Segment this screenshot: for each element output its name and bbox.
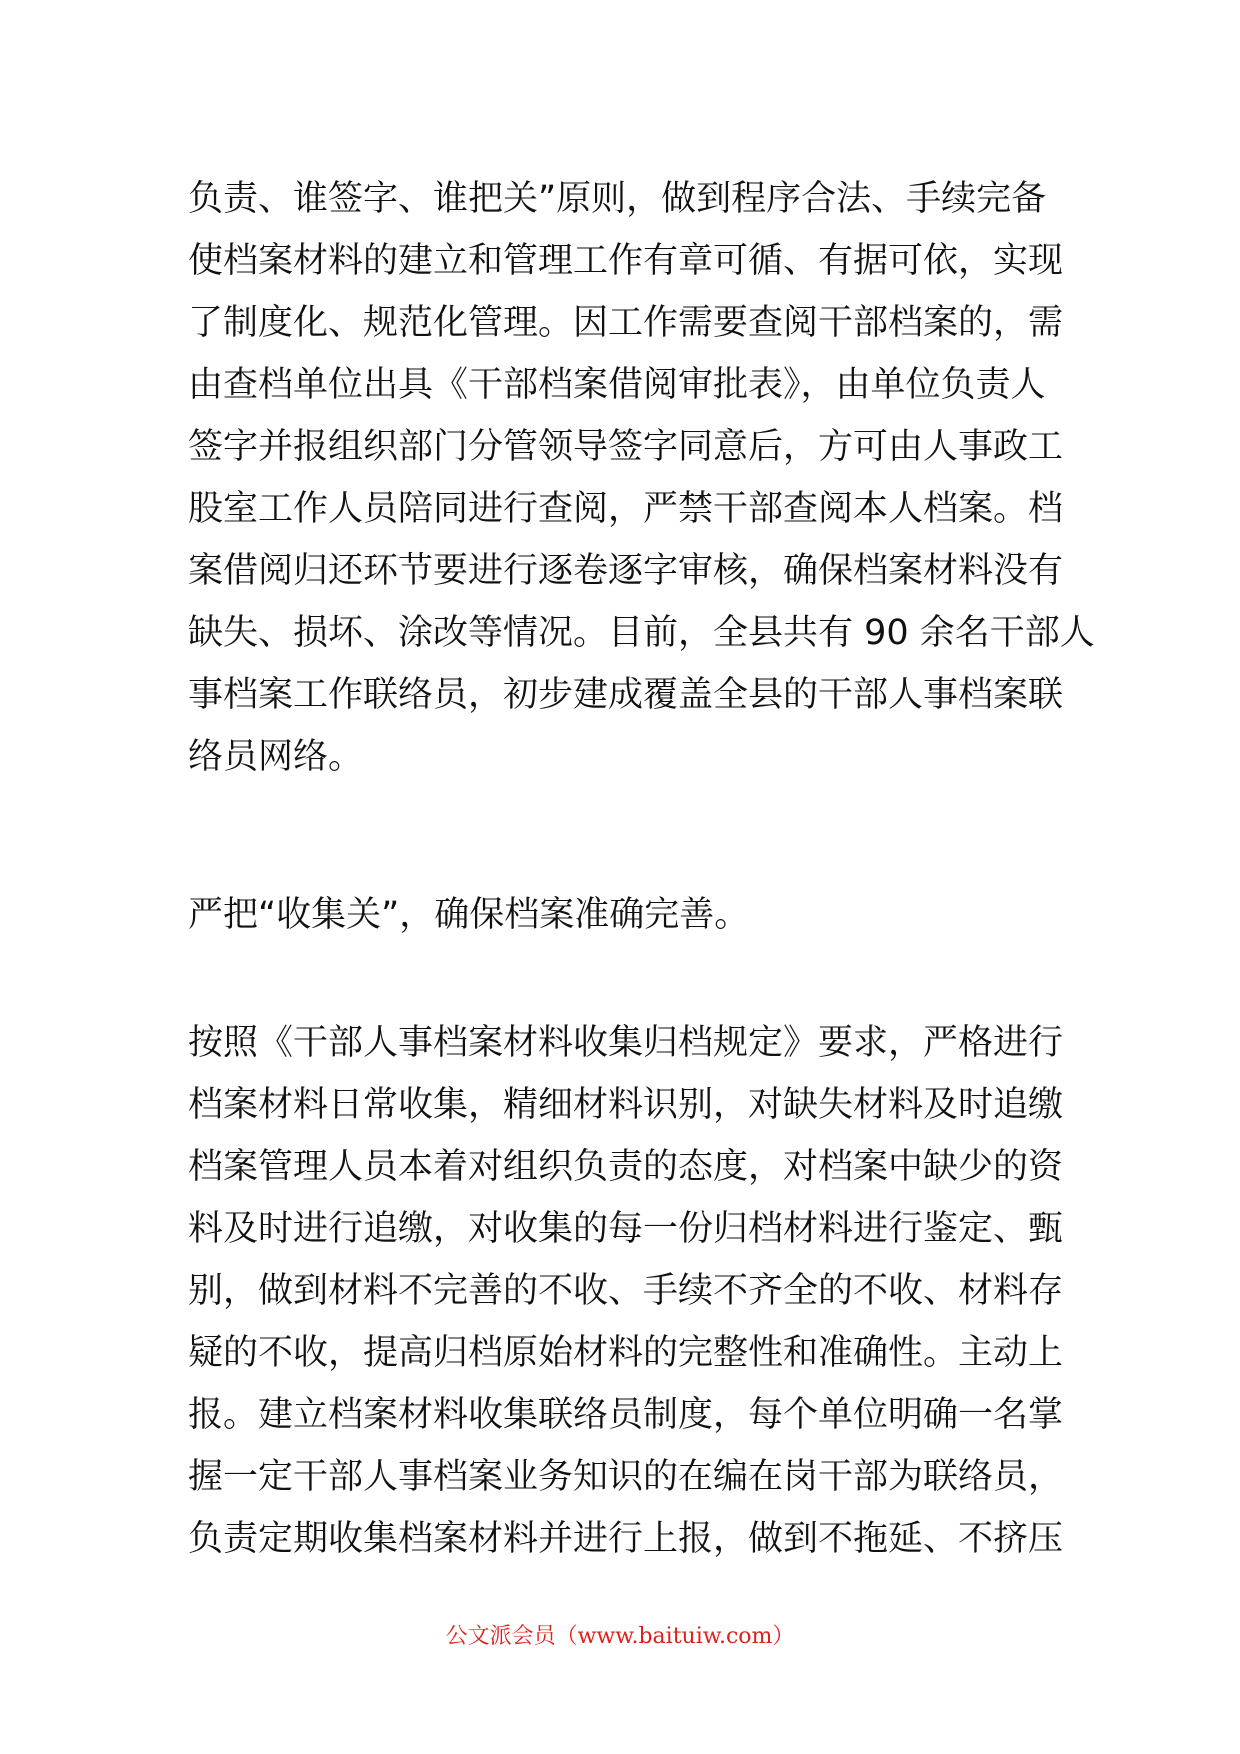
text-line: 股室工作人员陪同进行查阅，严禁干部查阅本人档案。档 xyxy=(188,489,1064,529)
text-line: 案借阅归还环节要进行逐卷逐字审核，确保档案材料没有 xyxy=(188,551,1064,591)
text-line: 档案管理人员本着对组织负责的态度，对档案中缺少的资 xyxy=(188,1147,1064,1187)
text-line: 报。建立档案材料收集联络员制度，每个单位明确一名掌 xyxy=(188,1395,1064,1435)
text-line: 档案材料日常收集，精细材料识别，对缺失材料及时追缴 xyxy=(188,1085,1064,1125)
text-line: 缺失、损坏、涂改等情况。目前，全县共有 90 余名干部人 xyxy=(188,613,1095,653)
body-paragraph xyxy=(188,1012,1064,1570)
text-line: 使档案材料的建立和管理工作有章可循、有据可依，实现 xyxy=(188,241,1064,281)
text-line: 负责、谁签字、谁把关”原则，做到程序合法、手续完备 xyxy=(188,179,1047,219)
body-paragraph xyxy=(188,168,1095,788)
text-line: 事档案工作联络员，初步建成覆盖全县的干部人事档案联 xyxy=(188,675,1064,715)
section-heading xyxy=(188,884,1058,946)
text-line: 握一定干部人事档案业务知识的在编在岗干部为联络员， xyxy=(188,1457,1064,1497)
text-line: 由查档单位出具《干部档案借阅审批表》，由单位负责人 xyxy=(188,365,1046,405)
text-line: 料及时进行追缴，对收集的每一份归档材料进行鉴定、甄 xyxy=(188,1209,1064,1249)
text-line: 负责定期收集档案材料并进行上报，做到不拖延、不挤压 xyxy=(188,1519,1064,1559)
text-line: 签字并报组织部门分管领导签字同意后，方可由人事政工 xyxy=(188,427,1064,467)
text-line: 按照《干部人事档案材料收集归档规定》要求，严格进行 xyxy=(188,1023,1064,1063)
footer-watermark: 公文派会员（www.baituiw.com） xyxy=(445,1624,795,1649)
text-line: 别，做到材料不完善的不收、手续不齐全的不收、材料存 xyxy=(188,1271,1064,1311)
text-line: 络员网络。 xyxy=(188,737,364,777)
text-line: 了制度化、规范化管理。因工作需要查阅干部档案的，需 xyxy=(188,303,1064,343)
text-line: 疑的不收，提高归档原始材料的完整性和准确性。主动上 xyxy=(188,1333,1064,1373)
heading-text: 严把“收集关”，确保档案准确完善。 xyxy=(188,895,750,935)
